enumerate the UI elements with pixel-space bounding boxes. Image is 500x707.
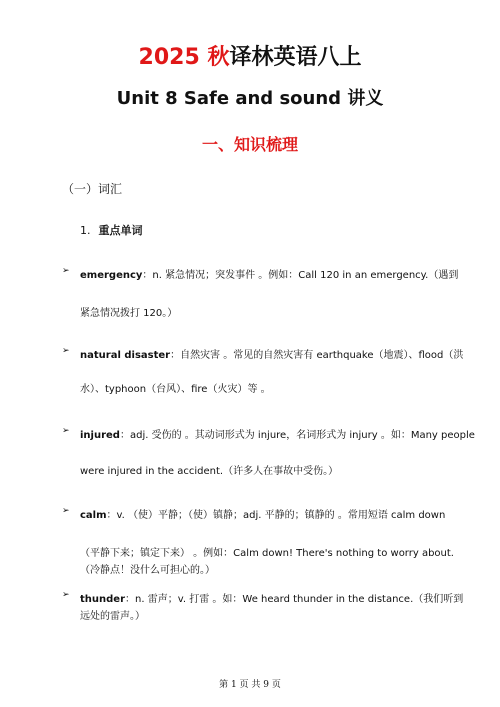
- bullet-arrow-icon: ➢: [62, 506, 70, 516]
- heading-number: 1.: [80, 224, 91, 237]
- document-title: [0, 40, 500, 71]
- entry-word: thunder: [80, 594, 126, 605]
- page-footer: 第 1 页 共 9 页: [219, 680, 281, 690]
- entry-word: calm: [80, 510, 107, 521]
- bullet-arrow-icon: ➢: [62, 590, 70, 600]
- section-title: 一、知识梳理: [201, 135, 298, 154]
- numbered-heading: [80, 222, 143, 238]
- bullet-arrow-icon: ➢: [62, 346, 70, 356]
- entry-word: natural disaster: [80, 350, 171, 361]
- entry-word: injured: [80, 430, 120, 441]
- subsection-title: （一）词汇: [62, 182, 123, 196]
- bullet-arrow-icon: ➢: [62, 266, 70, 276]
- heading-label: 重点单词: [98, 224, 143, 237]
- title-accent: 秋: [207, 45, 230, 70]
- title-rest: 译林英语八上: [229, 45, 362, 70]
- title-year: 2025: [138, 45, 200, 70]
- entry-word: emergency: [80, 270, 143, 281]
- document-subtitle: Unit 8 Safe and sound 讲义: [116, 88, 384, 109]
- bullet-arrow-icon: ➢: [62, 426, 70, 436]
